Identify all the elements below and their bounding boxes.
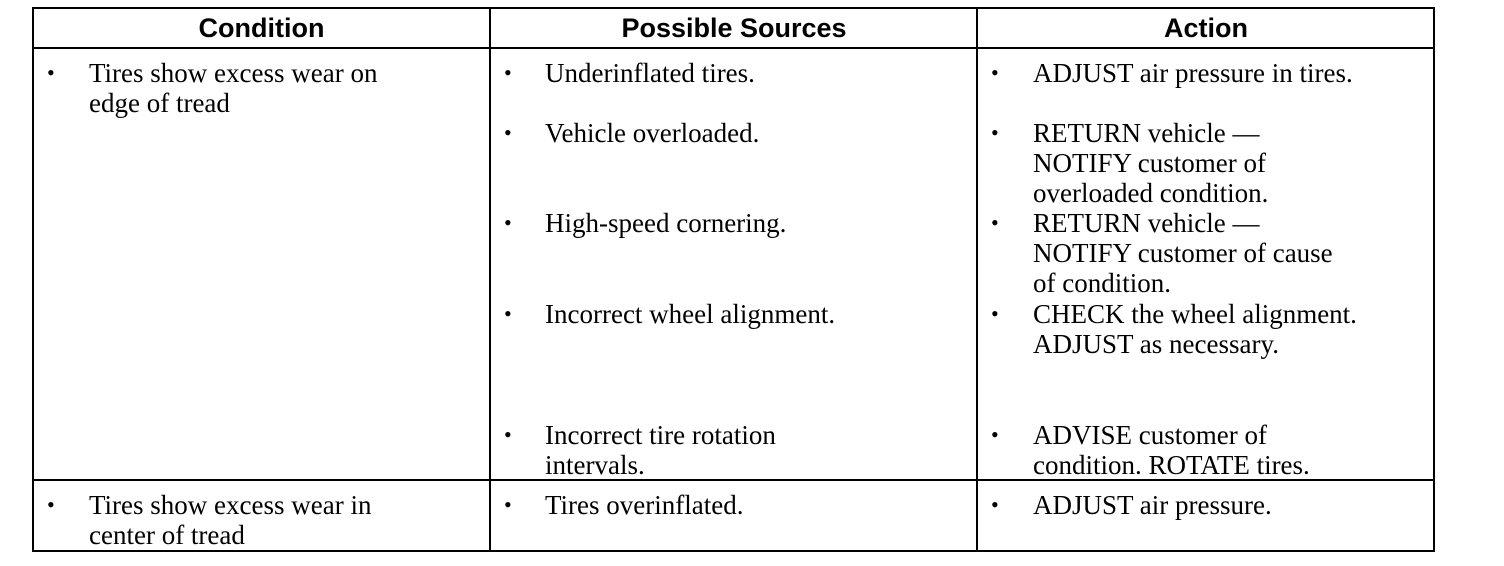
bullet-marker: • bbox=[504, 210, 512, 235]
header-possible-sources: Possible Sources bbox=[621, 13, 847, 43]
source-text: High-speed cornering. bbox=[545, 208, 787, 238]
header-condition: Condition bbox=[198, 13, 325, 43]
action-text: RETURN vehicle — bbox=[1033, 208, 1260, 238]
action-text: ADJUST as necessary. bbox=[1033, 329, 1279, 359]
condition-text: Tires show excess wear in bbox=[89, 490, 372, 520]
source-text: Vehicle overloaded. bbox=[545, 118, 760, 148]
action-text: CHECK the wheel alignment. bbox=[1033, 299, 1357, 329]
action-text: RETURN vehicle — bbox=[1033, 118, 1260, 148]
action-text: NOTIFY customer of cause bbox=[1033, 238, 1333, 268]
bullet-marker: • bbox=[991, 301, 999, 326]
header-action: Action bbox=[1164, 13, 1248, 43]
bullet-marker: • bbox=[47, 60, 55, 85]
troubleshooting-table bbox=[32, 7, 1435, 552]
source-text: Incorrect wheel alignment. bbox=[545, 299, 836, 329]
action-text: overloaded condition. bbox=[1033, 178, 1269, 208]
bullet-marker: • bbox=[504, 492, 512, 517]
bullet-marker: • bbox=[504, 60, 512, 85]
source-text: Tires overinflated. bbox=[545, 490, 744, 520]
condition-text: center of tread bbox=[89, 520, 245, 550]
condition-text: Tires show excess wear on bbox=[89, 58, 378, 88]
header-divider bbox=[34, 47, 1433, 49]
action-text: ADVISE customer of bbox=[1033, 420, 1267, 450]
bullet-marker: • bbox=[47, 492, 55, 517]
action-text: NOTIFY customer of bbox=[1033, 148, 1266, 178]
condition-text: edge of tread bbox=[89, 88, 230, 118]
source-text: Underinflated tires. bbox=[545, 58, 755, 88]
column-divider bbox=[976, 9, 978, 550]
action-text: condition. ROTATE tires. bbox=[1033, 450, 1310, 480]
bullet-marker: • bbox=[991, 492, 999, 517]
bullet-marker: • bbox=[991, 210, 999, 235]
bullet-marker: • bbox=[504, 301, 512, 326]
bullet-marker: • bbox=[991, 422, 999, 447]
source-text: intervals. bbox=[545, 450, 645, 480]
action-text: ADJUST air pressure in tires. bbox=[1033, 58, 1353, 88]
bullet-marker: • bbox=[504, 120, 512, 145]
source-text: Incorrect tire rotation bbox=[545, 420, 776, 450]
bullet-marker: • bbox=[991, 120, 999, 145]
bullet-marker: • bbox=[504, 422, 512, 447]
action-text: of condition. bbox=[1033, 268, 1171, 298]
action-text: ADJUST air pressure. bbox=[1033, 490, 1272, 520]
column-divider bbox=[489, 9, 491, 550]
bullet-marker: • bbox=[991, 60, 999, 85]
